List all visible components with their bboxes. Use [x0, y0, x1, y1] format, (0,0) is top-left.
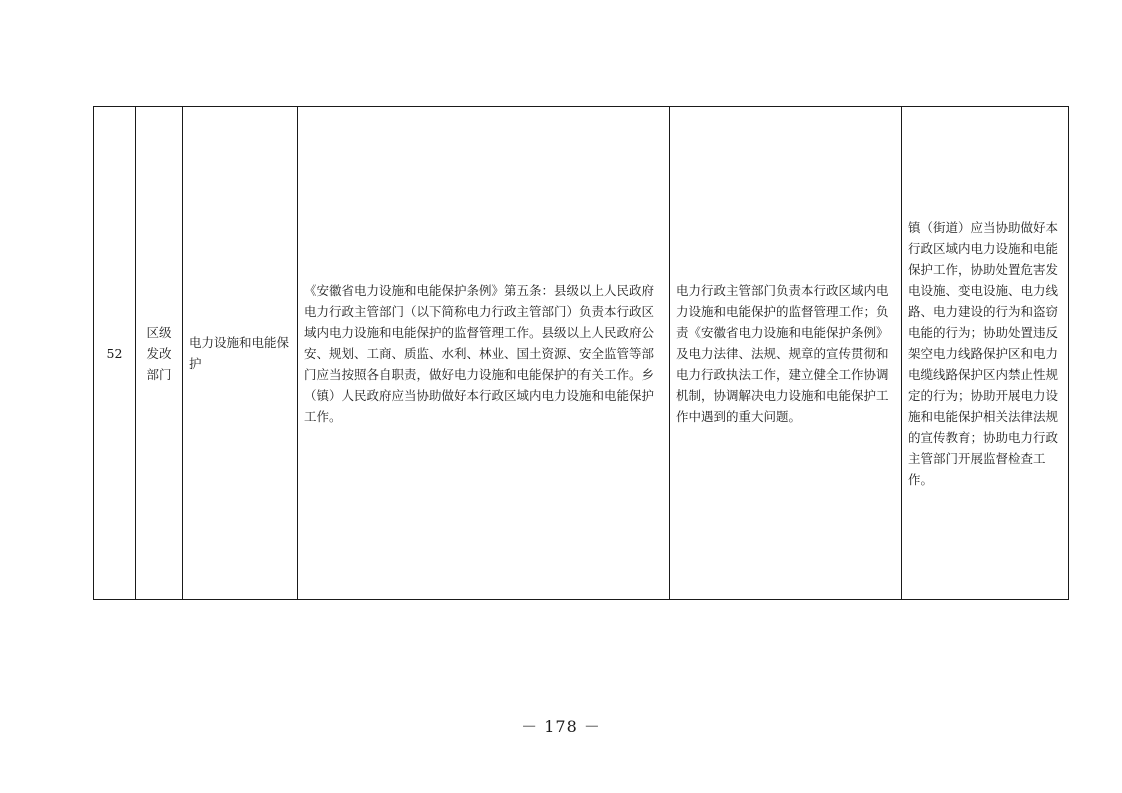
- department-duty-cell: 电力行政主管部门负责本行政区域内电力设施和电能保护的监督管理工作；负责《安徽省电力设施和电能保护条例》及电力法律、法规、规章的宣传贯彻和电力行政执法工作，建立健全工作协调机制，协调解决电力设施和电能保护工作中遇到的重大问题。: [670, 107, 902, 600]
- row-number-cell: 52: [94, 107, 136, 600]
- town-duty-cell: 镇（街道）应当协助做好本行政区域内电力设施和电能保护工作，协助处置危害发电设施、变电设施、电力线路、电力建设的行为和盗窃电能的行为；协助处置违反架空电力线路保护区和电力电缆线路保护区内禁止性规定的行为；协助开展电力设施和电能保护相关法律法规的宣传教育；协助电力行政主管部门开展监督检查工作。: [902, 107, 1069, 600]
- department-cell: [136, 107, 183, 600]
- item-cell: 电力设施和电能保护: [183, 107, 298, 600]
- legal-basis-cell: 《安徽省电力设施和电能保护条例》第五条：县级以上人民政府电力行政主管部门（以下简称电力行政主管部门）负责本行政区域内电力设施和电能保护的监督管理工作。县级以上人民政府公安、规划、工商、质监、水利、林业、国土资源、安全监管等部门应当按照各自职责，做好电力设施和电能保护的有关工作。乡（镇）人民政府应当协助做好本行政区域内电力设施和电能保护工作。: [298, 107, 670, 600]
- responsibility-table: [93, 106, 1069, 600]
- page-number: － 178 －: [521, 717, 601, 736]
- department-text: 区级 发改 部门: [146, 324, 172, 382]
- table-row: [94, 107, 1069, 600]
